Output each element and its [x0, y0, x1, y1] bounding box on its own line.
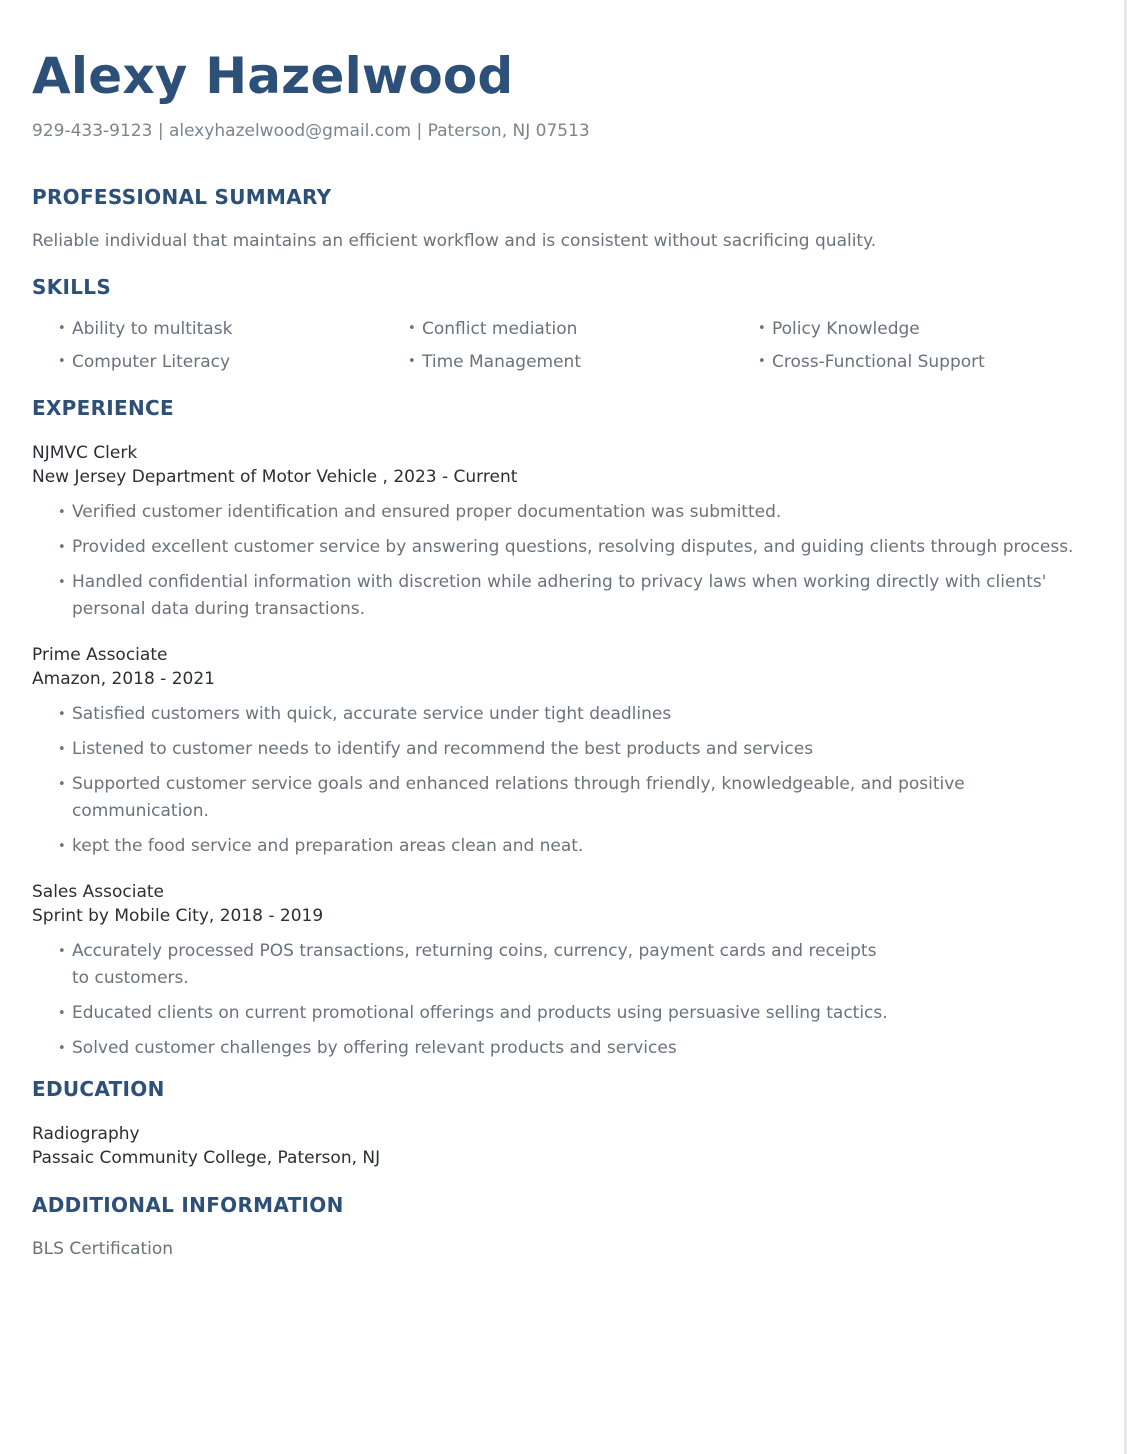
skill-item: • Ability to multitask — [58, 318, 408, 340]
job-bullet: • Listened to customer needs to identify and recommend the best products and services — [58, 736, 1078, 763]
job-bullet: • Supported customer service goals and enhanced relations through friendly, knowledgeable, and positive communication. — [58, 771, 1078, 825]
summary-heading: PROFESSIONAL SUMMARY — [32, 185, 332, 209]
additional-info-text: BLS Certification — [32, 1239, 174, 1259]
education-heading: EDUCATION — [32, 1077, 165, 1101]
job-bullet: • Solved customer challenges by offering relevant products and services — [58, 1035, 898, 1062]
job-title: NJMVC Clerk — [32, 443, 138, 463]
job-bullet: • Handled confidential information with discretion while adhering to privacy laws when working directly with clients' personal data during transactions. — [58, 569, 1078, 623]
skill-item: • Cross-Functional Support — [758, 351, 1108, 373]
education-school: Passaic Community College, Paterson, NJ — [32, 1148, 381, 1168]
job-bullets — [58, 701, 1078, 860]
education-entry — [32, 1122, 1127, 1170]
job-entry — [32, 880, 1127, 1062]
additional-info-heading: ADDITIONAL INFORMATION — [32, 1193, 344, 1217]
job-bullets — [58, 938, 898, 1062]
candidate-name: Alexy Hazelwood — [32, 47, 514, 105]
job-bullet: • Educated clients on current promotional offerings and products using persuasive selling tactics. — [58, 1000, 898, 1027]
job-bullet: • Verified customer identification and ensured proper documentation was submitted. — [58, 499, 1078, 526]
job-employer-dates: Amazon, 2018 - 2021 — [32, 669, 215, 689]
skills-list — [58, 318, 1127, 373]
job-entry — [32, 643, 1127, 860]
job-title: Prime Associate — [32, 645, 168, 665]
job-entry — [32, 441, 1127, 623]
skill-item: • Policy Knowledge — [758, 318, 1108, 340]
skill-item: • Time Management — [408, 351, 758, 373]
experience-heading: EXPERIENCE — [32, 396, 174, 420]
job-title: Sales Associate — [32, 882, 165, 902]
contact-line: 929-433-9123 | alexyhazelwood@gmail.com | Paterson, NJ 07513 — [32, 121, 590, 141]
job-bullet: • Satisfied customers with quick, accurate service under tight deadlines — [58, 701, 1078, 728]
job-bullet: • kept the food service and preparation areas clean and neat. — [58, 833, 1078, 860]
education-degree: Radiography — [32, 1124, 140, 1144]
job-bullet: • Accurately processed POS transactions, returning coins, currency, payment cards and receipts to customers. — [58, 938, 898, 992]
job-bullets — [58, 499, 1078, 623]
skills-heading: SKILLS — [32, 275, 112, 299]
skill-item: • Conflict mediation — [408, 318, 758, 340]
summary-text: Reliable individual that maintains an efficient workflow and is consistent without sacrificing quality. — [32, 231, 877, 251]
job-employer-dates: New Jersey Department of Motor Vehicle , 2023 - Current — [32, 467, 518, 487]
job-bullet: • Provided excellent customer service by answering questions, resolving disputes, and guiding clients through process. — [58, 534, 1078, 561]
job-employer-dates: Sprint by Mobile City, 2018 - 2019 — [32, 906, 324, 926]
skill-item: • Computer Literacy — [58, 351, 408, 373]
